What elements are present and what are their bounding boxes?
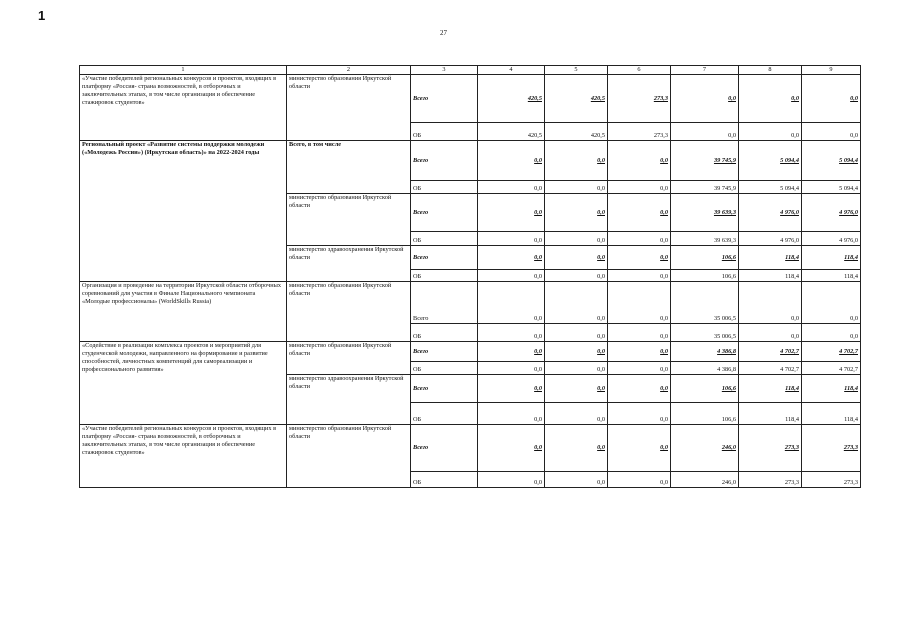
- value-cell: 118,4: [802, 270, 861, 282]
- funding-source: ОБ: [411, 362, 478, 375]
- value-cell: 420,5: [545, 75, 608, 123]
- value-cell: 106,6: [671, 375, 739, 403]
- funding-source: Всего: [411, 141, 478, 181]
- funding-source: Всего: [411, 246, 478, 270]
- value-cell: 0,0: [802, 75, 861, 123]
- value-cell: 0,0: [478, 403, 545, 425]
- value-cell: 118,4: [802, 246, 861, 270]
- value-cell: 0,0: [478, 342, 545, 362]
- value-cell: 106,6: [671, 246, 739, 270]
- value-cell: 0,0: [608, 141, 671, 181]
- value-cell: 4 702,7: [802, 342, 861, 362]
- value-cell: 106,6: [671, 403, 739, 425]
- value-cell: 0,0: [478, 324, 545, 342]
- value-cell: 35 006,5: [671, 282, 739, 324]
- value-cell: 4 976,0: [739, 232, 802, 246]
- value-cell: 246,0: [671, 425, 739, 472]
- funding-source: ОБ: [411, 270, 478, 282]
- executor-name: министерство образования Иркутской области: [287, 282, 411, 342]
- value-cell: 4 976,0: [802, 232, 861, 246]
- value-cell: 0,0: [478, 246, 545, 270]
- executor-name: министерство здравоохранения Иркутской области: [287, 246, 411, 282]
- column-header: 3: [411, 66, 478, 75]
- executor-name: министерство образования Иркутской области: [287, 342, 411, 375]
- value-cell: 4 976,0: [802, 194, 861, 232]
- value-cell: 0,0: [478, 232, 545, 246]
- value-cell: 4 702,7: [739, 342, 802, 362]
- value-cell: 0,0: [608, 282, 671, 324]
- column-header: 2: [287, 66, 411, 75]
- value-cell: 0,0: [478, 282, 545, 324]
- funding-source: Всего: [411, 194, 478, 232]
- column-header: 5: [545, 66, 608, 75]
- value-cell: 39 745,9: [671, 141, 739, 181]
- value-cell: 273,3: [739, 472, 802, 488]
- value-cell: 0,0: [608, 232, 671, 246]
- value-cell: 0,0: [739, 282, 802, 324]
- value-cell: 106,6: [671, 270, 739, 282]
- value-cell: 4 386,8: [671, 342, 739, 362]
- funding-source: ОБ: [411, 232, 478, 246]
- value-cell: 118,4: [739, 375, 802, 403]
- value-cell: 0,0: [545, 270, 608, 282]
- value-cell: 0,0: [545, 362, 608, 375]
- value-cell: 0,0: [802, 282, 861, 324]
- value-cell: 273,3: [802, 472, 861, 488]
- column-header: 9: [802, 66, 861, 75]
- value-cell: 5 094,4: [739, 181, 802, 194]
- value-cell: 0,0: [545, 246, 608, 270]
- value-cell: 5 094,4: [802, 181, 861, 194]
- table-row: [80, 342, 861, 362]
- executor-name: министерство образования Иркутской области: [287, 425, 411, 488]
- page-number: 27: [440, 29, 447, 37]
- funding-source: Всего: [411, 375, 478, 403]
- activity-name: «Участие победителей региональных конкурсов и проектов, входящих в платформу «Россия- страна возможностей, в отборочных и заключительных этапах, в том числе организация и обеспечение стажировок студентов»: [80, 75, 287, 141]
- value-cell: 0,0: [608, 375, 671, 403]
- value-cell: 0,0: [545, 342, 608, 362]
- value-cell: 118,4: [739, 246, 802, 270]
- value-cell: 0,0: [545, 232, 608, 246]
- value-cell: 0,0: [545, 181, 608, 194]
- value-cell: 273,3: [608, 75, 671, 123]
- value-cell: 0,0: [545, 403, 608, 425]
- value-cell: 0,0: [608, 181, 671, 194]
- value-cell: 0,0: [608, 194, 671, 232]
- value-cell: 0,0: [545, 375, 608, 403]
- funding-source: ОБ: [411, 123, 478, 141]
- value-cell: 4 702,7: [739, 362, 802, 375]
- value-cell: 273,3: [608, 123, 671, 141]
- value-cell: 0,0: [545, 425, 608, 472]
- value-cell: 39 639,3: [671, 232, 739, 246]
- executor-name: министерство образования Иркутской области: [287, 75, 411, 141]
- value-cell: 0,0: [608, 342, 671, 362]
- value-cell: 4 976,0: [739, 194, 802, 232]
- activity-name: «Участие победителей региональных конкурсов и проектов, входящих в платформу «Россия- страна возможностей, в отборочных и заключительных этапах, в том числе организация и обеспечение стажировок студентов»: [80, 425, 287, 488]
- activity-name: Организация и проведение на территории Иркутской области отборочных соревнований для участия в Финале Национального чемпионата «Молодые профессионалы» (WorldSkills Russia): [80, 282, 287, 342]
- table-row: [80, 75, 861, 123]
- value-cell: 0,0: [671, 75, 739, 123]
- value-cell: 0,0: [478, 270, 545, 282]
- value-cell: 35 006,5: [671, 324, 739, 342]
- value-cell: 0,0: [608, 403, 671, 425]
- value-cell: 4 702,7: [802, 362, 861, 375]
- activity-name: «Содействие в реализации комплекса проектов и мероприятий для студенческой молодежи, направленного на формирование и развитие способностей, личностных компетенций для самореализации и профессионального развития»: [80, 342, 287, 425]
- value-cell: 0,0: [802, 123, 861, 141]
- value-cell: 273,3: [802, 425, 861, 472]
- executor-name: Всего, в том числе: [287, 141, 411, 194]
- value-cell: 0,0: [478, 362, 545, 375]
- corner-mark: 1: [38, 8, 46, 23]
- funding-source: ОБ: [411, 403, 478, 425]
- table-row: [80, 141, 861, 181]
- executor-name: министерство образования Иркутской области: [287, 194, 411, 246]
- value-cell: 0,0: [478, 194, 545, 232]
- funding-source: ОБ: [411, 181, 478, 194]
- value-cell: 0,0: [608, 425, 671, 472]
- funding-source: Всего: [411, 425, 478, 472]
- value-cell: 420,5: [545, 123, 608, 141]
- column-header: 4: [478, 66, 545, 75]
- value-cell: 118,4: [739, 403, 802, 425]
- table-row: [80, 282, 861, 324]
- funding-source: Всего: [411, 342, 478, 362]
- value-cell: 0,0: [545, 282, 608, 324]
- column-header: 8: [739, 66, 802, 75]
- value-cell: 0,0: [478, 375, 545, 403]
- value-cell: 0,0: [478, 141, 545, 181]
- funding-source: ОБ: [411, 472, 478, 488]
- value-cell: 0,0: [802, 324, 861, 342]
- value-cell: 0,0: [478, 425, 545, 472]
- funding-source: Всего: [411, 75, 478, 123]
- value-cell: 420,5: [478, 123, 545, 141]
- column-header: 1: [80, 66, 287, 75]
- table-row: [80, 425, 861, 472]
- value-cell: 0,0: [478, 472, 545, 488]
- value-cell: 420,5: [478, 75, 545, 123]
- table-header-row: [80, 66, 861, 75]
- value-cell: 0,0: [545, 324, 608, 342]
- funding-source: Всего: [411, 282, 478, 324]
- funding-source: ОБ: [411, 324, 478, 342]
- executor-name: министерство здравоохранения Иркутской области: [287, 375, 411, 425]
- value-cell: 0,0: [608, 362, 671, 375]
- value-cell: 0,0: [608, 270, 671, 282]
- value-cell: 273,3: [739, 425, 802, 472]
- value-cell: 0,0: [608, 324, 671, 342]
- value-cell: 4 386,8: [671, 362, 739, 375]
- value-cell: 0,0: [739, 324, 802, 342]
- column-header: 7: [671, 66, 739, 75]
- value-cell: 118,4: [739, 270, 802, 282]
- value-cell: 0,0: [608, 472, 671, 488]
- value-cell: 246,0: [671, 472, 739, 488]
- value-cell: 5 094,4: [802, 141, 861, 181]
- value-cell: 0,0: [545, 141, 608, 181]
- value-cell: 0,0: [739, 75, 802, 123]
- value-cell: 0,0: [671, 123, 739, 141]
- value-cell: 118,4: [802, 375, 861, 403]
- value-cell: 0,0: [478, 181, 545, 194]
- value-cell: 39 745,9: [671, 181, 739, 194]
- value-cell: 5 094,4: [739, 141, 802, 181]
- value-cell: 0,0: [739, 123, 802, 141]
- budget-table: [79, 65, 861, 488]
- value-cell: 0,0: [545, 472, 608, 488]
- value-cell: 39 639,3: [671, 194, 739, 232]
- column-header: 6: [608, 66, 671, 75]
- value-cell: 0,0: [545, 194, 608, 232]
- value-cell: 0,0: [608, 246, 671, 270]
- activity-name: Региональный проект «Развитие системы поддержки молодежи («Молодежь России») (Иркутская область)» на 2022-2024 годы: [80, 141, 287, 282]
- value-cell: 118,4: [802, 403, 861, 425]
